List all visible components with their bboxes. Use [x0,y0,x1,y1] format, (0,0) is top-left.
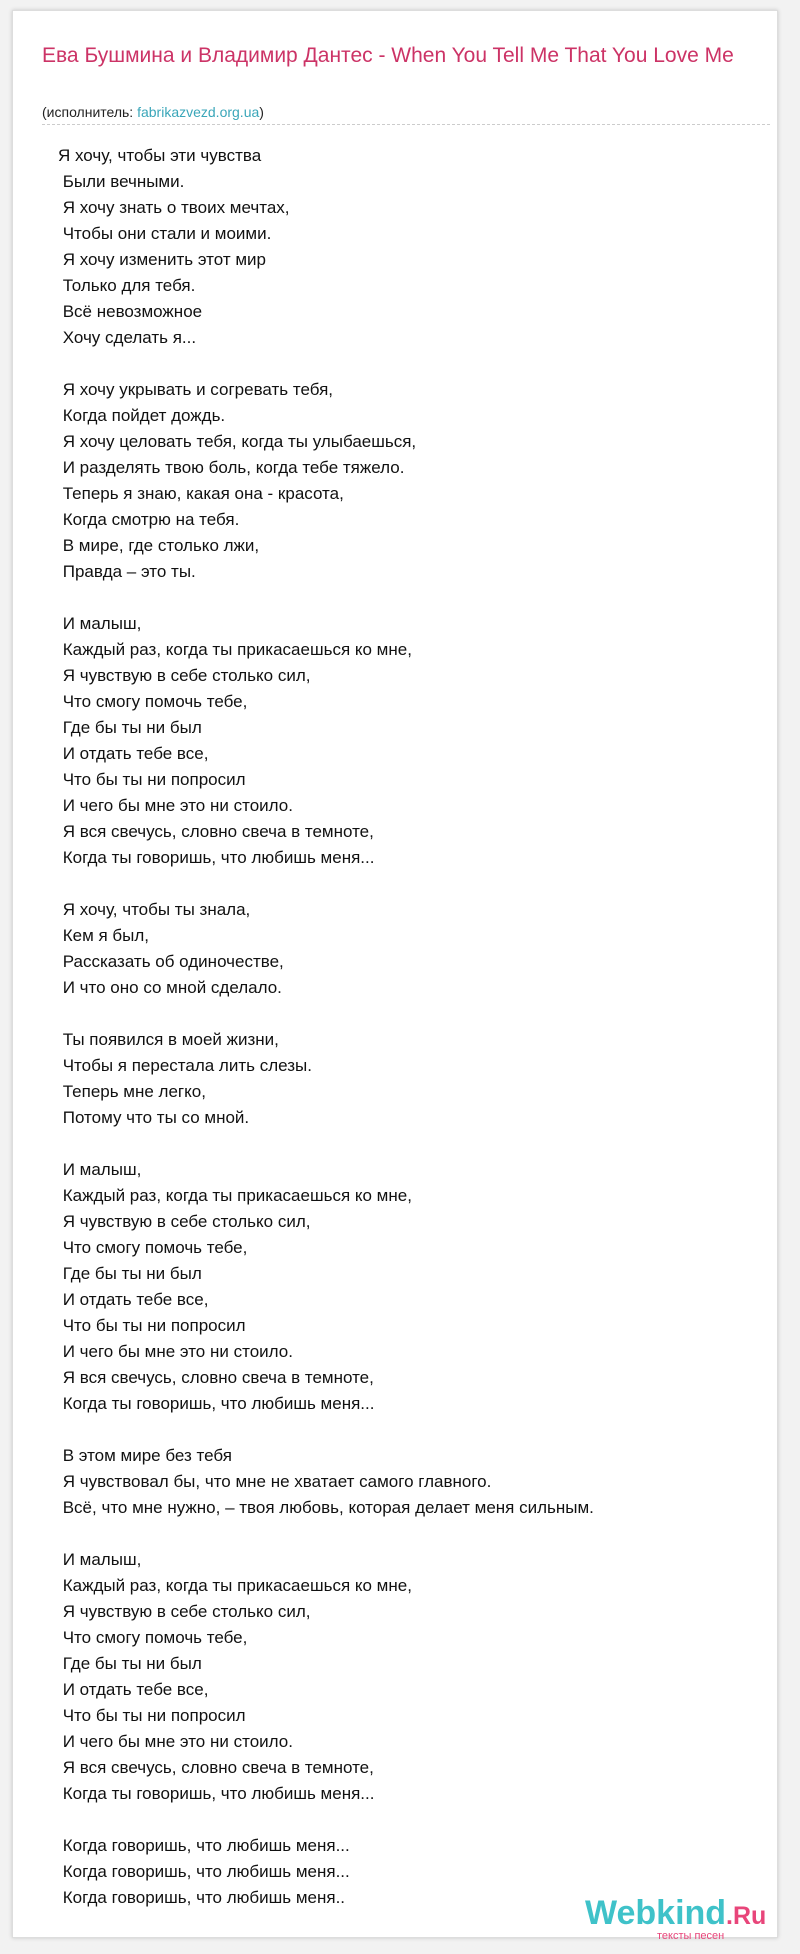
performer-suffix: ) [259,104,264,120]
lyrics-text: Я хочу, чтобы эти чувства Были вечными. Я хочу знать о твоих мечтах, Чтобы они стали и моими. Я хочу изменить этот мир Только для тебя. Всё невозможное Хочу сделать я... Я хочу укрывать и согревать тебя, Когда пойдет дождь. Я хочу целовать тебя, когда ты улыбаешься, И разделять твою боль, когда тебе тяжело. Теперь я знаю, какая она - красота, Когда смотрю на тебя. В мире, где столько лжи, Правда – это ты. И малыш, Каждый раз, когда ты прикасаешься ко мне, Я чувствую в себе столько сил, Что смогу помочь тебе, Где бы ты ни был И отдать тебе все, Что бы ты ни попросил И чего бы мне это ни стоило. Я вся свечусь, словно свеча в темноте, Когда ты говоришь, что любишь меня... Я хочу, чтобы ты знала, Кем я был, Рассказать об одиночестве, И что оно со мной сделало. Ты появился в моей жизни, Чтобы я перестала лить слезы. Теперь мне легко, Потому что ты со мной. И малыш, Каждый раз, когда ты прикасаешься ко мне, Я чувствую в себе столько сил, Что смогу помочь тебе, Где бы ты ни был И отдать тебе все, Что бы ты ни попросил И чего бы мне это ни стоило. Я вся свечусь, словно свеча в темноте, Когда ты говоришь, что любишь меня... В этом мире без тебя Я чувствовал бы, что мне не хватает самого главного. Всё, что мне нужно, – твоя любовь, которая делает меня сильным. И малыш, Каждый раз, когда ты прикасаешься ко мне, Я чувствую в себе столько сил, Что смогу помочь тебе, Где бы ты ни был И отдать тебе все, Что бы ты ни попросил И чего бы мне это ни стоило. Я вся свечусь, словно свеча в темноте, Когда ты говоришь, что любишь меня... Когда говоришь, что любишь меня... Когда говоришь, что любишь меня... Когда говоришь, что любишь меня.. [58,146,594,1907]
performer-line [42,103,264,121]
webkind-logo[interactable] [585,1893,785,1949]
performer-link[interactable]: fabrikazvezd.org.ua [137,104,260,120]
lyrics-card [12,10,778,1942]
logo-tagline: тексты песен [657,1930,725,1942]
logo-brand: Webkind [585,1894,727,1932]
logo-tld: .Ru [726,1902,767,1930]
title-divider [42,124,770,125]
song-title: Ева Бушмина и Владимир Дантес - When You Tell Me That You Love Me [42,44,734,67]
performer-prefix: (исполнитель: [42,104,138,120]
